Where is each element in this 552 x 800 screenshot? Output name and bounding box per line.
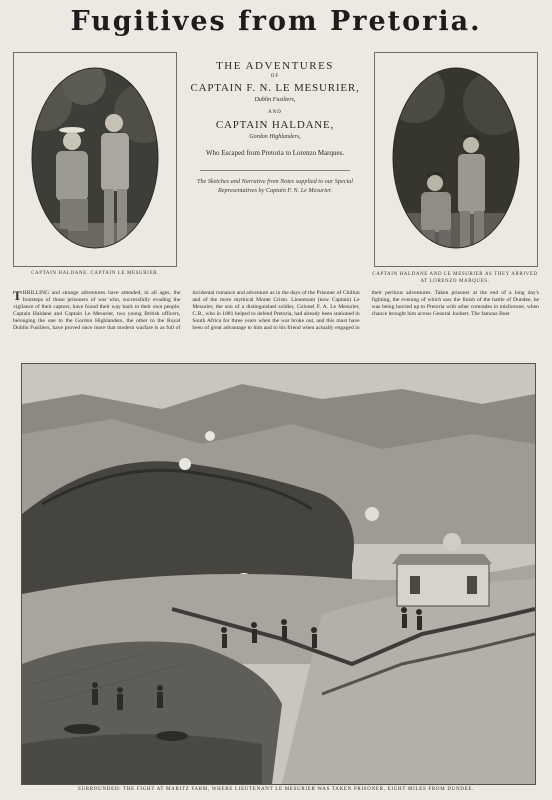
heading-and: AND <box>268 110 282 115</box>
heading-of: OF <box>270 74 280 79</box>
battle-illustration <box>22 364 535 784</box>
drop-cap: T <box>13 290 22 303</box>
regiment-gordon-highlanders: Gordon Highlanders, <box>249 134 301 140</box>
heading-adventures: THE ADVENTURES <box>216 60 334 72</box>
illustration-caption: SURROUNDED: THE FIGHT AT MARITZ FARM, WHERE LIEUTENANT LE MESURIER WAS TAKEN PRISONER, EIGHT MILES FROM DUNDEE. <box>77 787 475 792</box>
right-photo-caption-line2: AT LORENZO MARQUES. <box>420 279 490 284</box>
divider-rule <box>200 170 350 171</box>
right-photo-caption-line1: CAPTAIN HALDANE AND LE MESURIER AS THEY ARRIVED <box>372 272 538 277</box>
battle-illustration-frame <box>21 363 536 785</box>
right-portrait-photo <box>375 53 537 266</box>
left-photo-caption: CAPTAIN HALDANE. CAPTAIN LE MESURIER. <box>31 271 159 276</box>
page-title: Fugitives from Pretoria. <box>70 6 482 37</box>
article-body <box>13 290 539 346</box>
heading-captain-le-mesurier: CAPTAIN F. N. LE MESURIER, <box>190 82 360 94</box>
subheading-escaped: Who Escaped from Pretoria to Lorenzo Marques. <box>205 149 345 157</box>
left-portrait-photo <box>14 53 176 266</box>
right-photo-caption <box>370 271 540 285</box>
article-title-block <box>180 58 370 195</box>
regiment-dublin-fusiliers: Dublin Fusiliers, <box>254 97 296 103</box>
article-text: HRILLING and strange adventures have attended, in all ages, the footsteps of those prisoners of war who, successfully evading the vigilance of their captors, have found their way back to their own people. Captain Haldane and Captain Le Mesurier, two young British officers, belonging the one to the Gordon Highlanders, the other to the Royal Dublin Fusiliers, have proved once more that modern warfare is as full of incidental romance and adventure as in the days of the Prisoner of Chillon and of the more mythical Monte Cristo. Lieutenant (now Captain) Le Mesurier, the son of a distinguished soldier, Colonel F. A. Le Mesurier, C.B., who in 1881 helped to defend Pretoria, had already been stationed in South Africa for three years when the war broke out, and this must have been of great advantage to him and to his friend when actually engaged in their perilous adventures. Taken prisoner at the end of a long day's fighting, the evening of which saw the finish of the battle of Dundee, he was being hurried up to Pretoria with other comrades in misfortune, when chance brought him across General Joubert. The famous Boer <box>13 290 539 331</box>
article-paragraph <box>13 290 539 331</box>
left-portrait-frame <box>13 52 177 267</box>
heading-captain-haldane: CAPTAIN HALDANE, <box>215 119 335 131</box>
sketches-credit-note: The Sketches and Narrative from Notes supplied to our Special Representatives by Captain F. N. Le Mesurier. <box>197 178 353 194</box>
right-portrait-frame <box>374 52 538 267</box>
